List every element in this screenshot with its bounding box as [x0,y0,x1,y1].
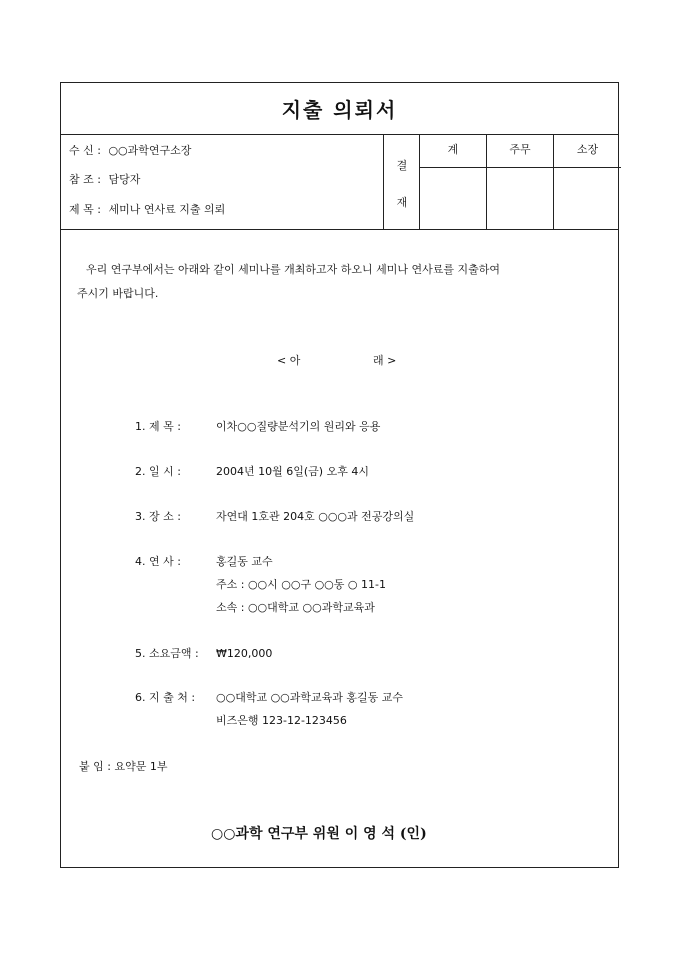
recipient-line [69,144,191,158]
approval-label-column [384,135,420,229]
subject-line [69,203,225,217]
recipient-value: ○○과학연구소장 [108,144,192,157]
item-speaker-value: 홍길동 교수 [216,555,273,568]
intro-line-2: 주시기 바랍니다. [77,287,159,300]
approval-header-staff: 계 [420,135,486,168]
signature-line: ○○과학 연구부 위원 이 영 석 (인) [211,826,427,842]
approval-column-staff [420,135,487,229]
reference-value: 담당자 [108,173,141,186]
item-speaker-affiliation: 소속 : ○○대학교 ○○과학교육과 [216,601,375,614]
approval-label-bottom: 재 [396,196,408,209]
item-payee-value: ○○대학교 ○○과학교육과 홍길동 교수 [216,691,404,704]
notice-heading-right: 래 > [373,354,397,367]
item-topic-label: 1. 제 목 : [135,420,181,433]
approval-column-director [554,135,621,229]
approval-label-top: 결 [396,159,408,172]
recipient-label: 수 신 : [69,144,101,157]
item-topic-value: 이차○○질량분석기의 원리와 응용 [216,420,381,433]
item-speaker-address: 주소 : ○○시 ○○구 ○○동 ○ 11-1 [216,578,386,591]
approval-column-manager [487,135,554,229]
item-datetime-label: 2. 일 시 : [135,465,181,478]
item-speaker-label: 4. 연 사 : [135,555,181,568]
item-amount-label: 5. 소요금액 : [135,647,199,660]
subject-value: 세미나 연사료 지출 의뢰 [108,203,226,216]
item-datetime-value: 2004년 10월 6일(금) 오후 4시 [216,465,369,478]
item-venue-label: 3. 장 소 : [135,510,181,523]
item-payee-bank: 비즈은행 123-12-123456 [216,714,347,727]
item-amount-value: ₩120,000 [216,647,273,660]
reference-label: 참 조 : [69,173,101,186]
attachment-line: 붙 임 : 요약문 1부 [79,760,168,773]
item-venue-value: 자연대 1호관 204호 ○○○과 전공강의실 [216,510,415,523]
document-form [60,82,619,868]
approval-header-manager: 주무 [487,135,553,168]
approval-box [383,135,620,229]
approval-header-director: 소장 [554,135,621,168]
notice-heading-left: < 아 [277,354,301,367]
header-section [61,135,618,230]
item-payee-label: 6. 지 출 처 : [135,691,196,704]
document-title: 지출 의뢰서 [281,98,398,122]
subject-label: 제 목 : [69,203,101,216]
intro-line-1: 우리 연구부에서는 아래와 같이 세미나를 개최하고자 하오니 세미나 연사료를 지출하여 [86,263,501,276]
title-row [61,83,618,135]
reference-line [69,173,140,187]
